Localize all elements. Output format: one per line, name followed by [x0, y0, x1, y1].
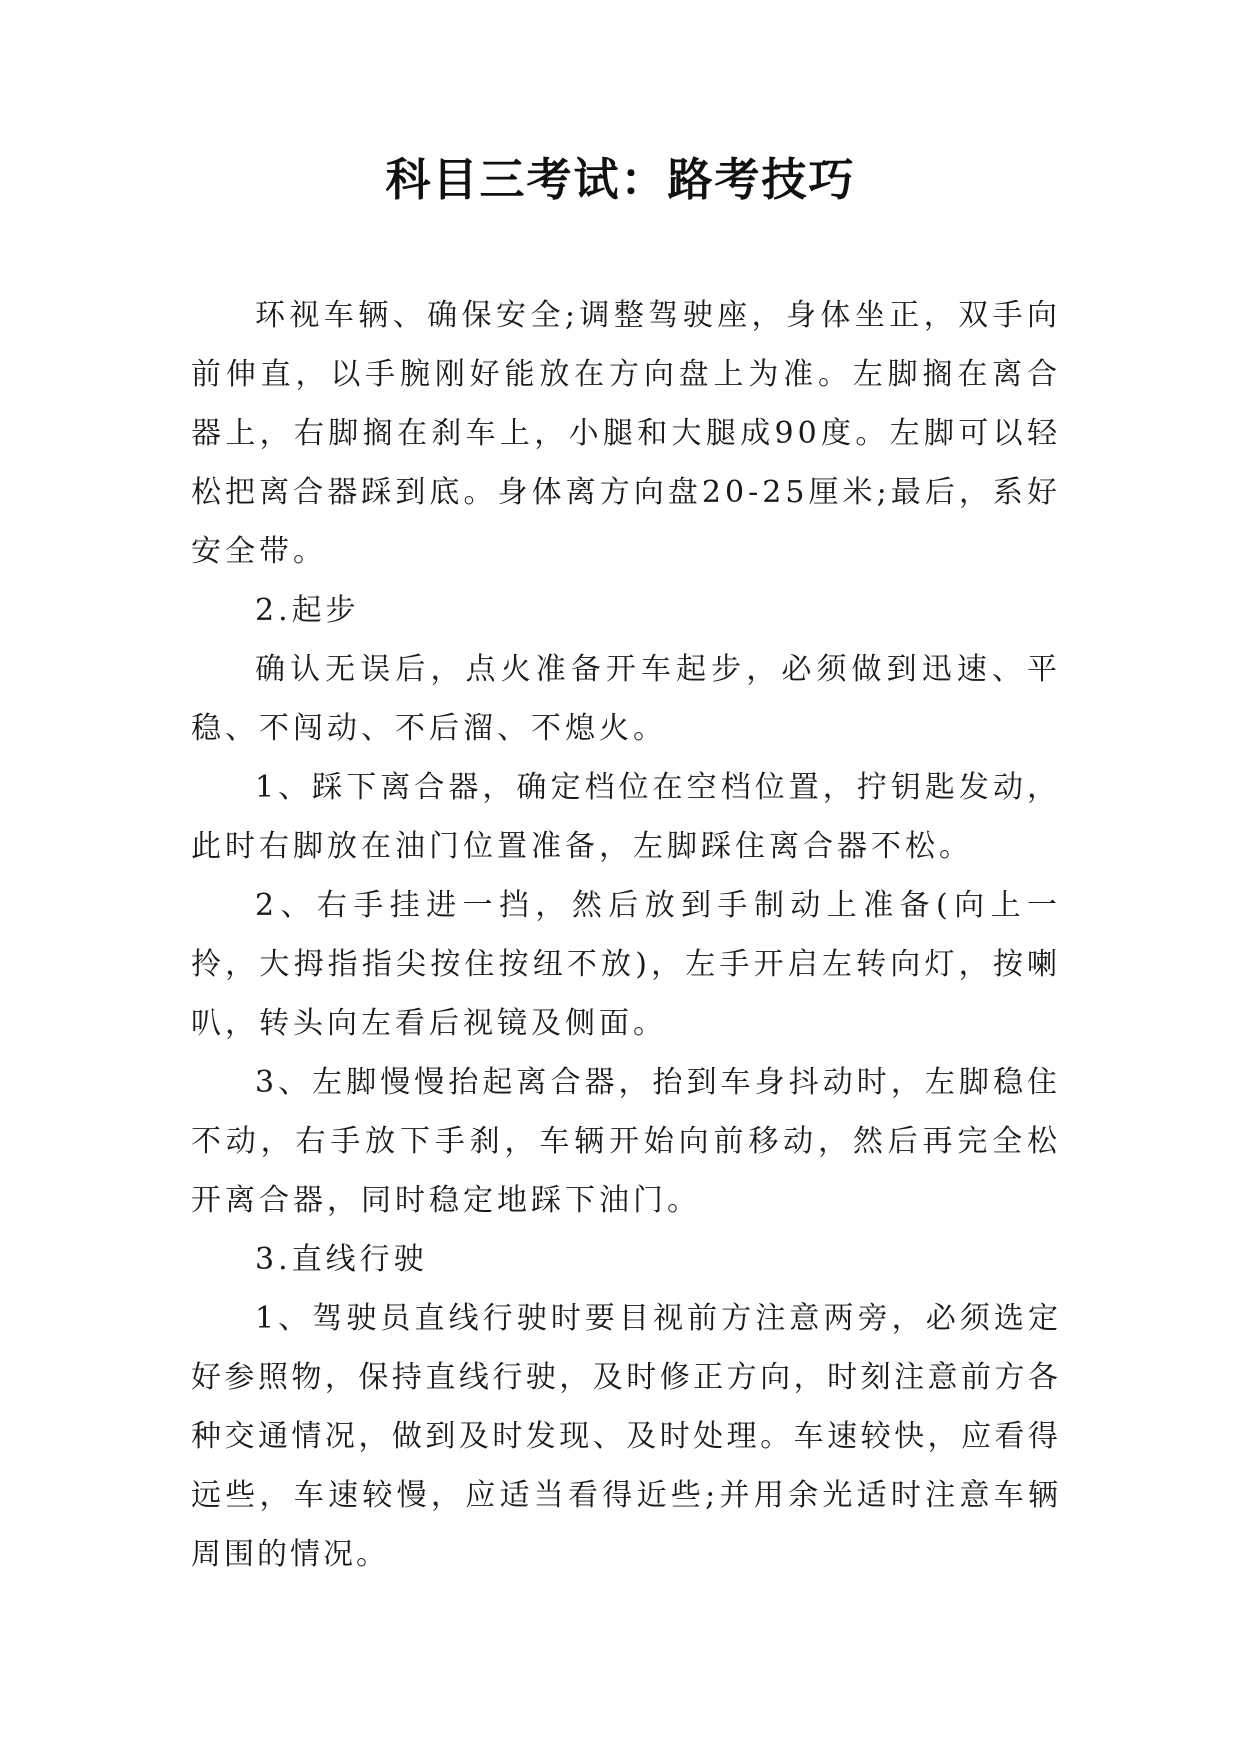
document-title: 科目三考试：路考技巧: [385, 153, 856, 206]
section-heading-straight-driving: 3.直线行驶: [255, 1242, 428, 1277]
paragraph-seat-adjustment: 环视车辆、确保安全;调整驾驶座，身体坐正，双手向前伸直，以手腕刚好能放在方向盘上为准。左脚搁在离合器上，右脚搁在刹车上，小腿和大腿成90度。左脚可以轻松把离合器踩到底。身体离方向盘20-25厘米;最后，系好安全带。: [191, 298, 1061, 569]
paragraph-straight-driving-step-1: 1、驾驶员直线行驶时要目视前方注意两旁，必须选定好参照物，保持直线行驶，及时修正方向，时刻注意前方各种交通情况，做到及时发现、及时处理。车速较快，应看得远些，车速较慢，应适当看得近些;并用余光适时注意车辆周围的情况。: [191, 1301, 1061, 1572]
paragraph-start-requirements: 确认无误后，点火准备开车起步，必须做到迅速、平稳、不闯动、不后溜、不熄火。: [191, 652, 1061, 746]
document-body: [191, 286, 1061, 1584]
section-heading-start: 2.起步: [255, 593, 360, 628]
paragraph-start-step-2: 2、右手挂进一挡，然后放到手制动上准备(向上一拎，大拇指指尖按住按纽不放)，左手开启左转向灯，按喇叭，转头向左看后视镜及侧面。: [191, 888, 1061, 1041]
paragraph-start-step-1: 1、踩下离合器，确定档位在空档位置，拧钥匙发动，此时右脚放在油门位置准备，左脚踩住离合器不松。: [191, 770, 1061, 864]
paragraph-start-step-3: 3、左脚慢慢抬起离合器，抬到车身抖动时，左脚稳住不动，右手放下手刹，车辆开始向前移动，然后再完全松开离合器，同时稳定地踩下油门。: [191, 1065, 1061, 1218]
